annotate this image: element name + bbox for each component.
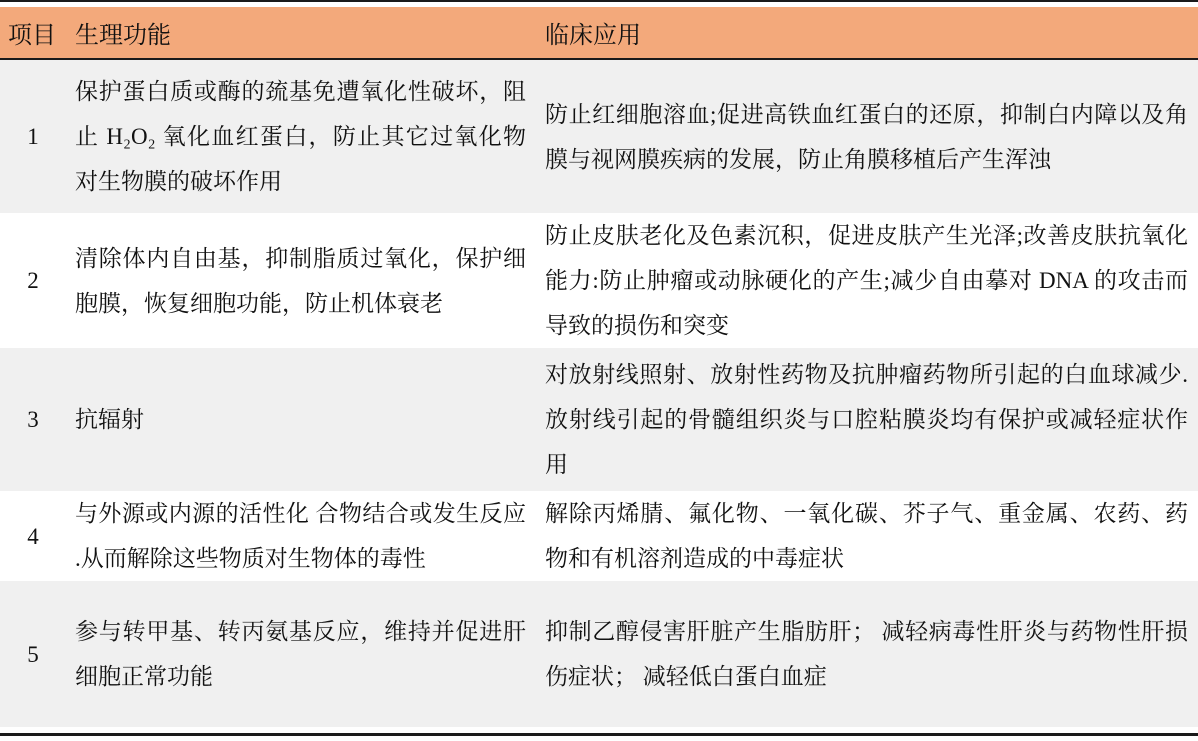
physiological-function-cell: 参与转甲基、转丙氨基反应，维持并促进肝细胞正常功能 — [75, 619, 526, 689]
table-bottom-border — [0, 733, 1198, 736]
clinical-application-cell: 对放射线照射、放射性药物及抗肿瘤药物所引起的白血球减少. 放射线引起的骨髓组织炎与口腔粘膜炎均有保护或减轻症状作用 — [545, 362, 1188, 477]
row-number: 3 — [27, 407, 39, 432]
clinical-application-cell: 防止红细胞溶血;促进高铁血红蛋白的还原，抑制白内障以及角膜与视网膜疾病的发展，防止角膜移植后产生浑浊 — [545, 101, 1188, 172]
column-header-physiological-function: 生理功能 — [75, 23, 171, 49]
table-row — [0, 213, 1198, 348]
physiological-function-cell: 清除体内自由基，抑制脂质过氧化，保护细胞膜，恢复细胞功能，防止机体衰老 — [75, 245, 526, 316]
column-header-clinical-application: 临床应用 — [545, 23, 641, 49]
row-number: 5 — [27, 641, 39, 667]
table-header-row — [0, 7, 1198, 58]
clinical-application-cell: 解除丙烯腈、氟化物、一氧化碳、芥子气、重金属、农药、药物和有机溶剂造成的中毒症状 — [545, 501, 1188, 571]
row-number: 2 — [27, 268, 39, 293]
column-header-item: 项目 — [8, 23, 56, 49]
physiological-function-cell: 保护蛋白质或酶的巯基免遭氧化性破坏，阻止 H₂O₂ 氧化血红蛋白，防止其它过氧化物对生物膜的破坏作用 — [75, 79, 526, 194]
row-number: 4 — [27, 523, 39, 549]
table-row — [0, 581, 1198, 727]
table-row — [0, 348, 1198, 491]
clinical-application-cell: 抑制乙醇侵害肝脏产生脂肪肝； 减轻病毒性肝炎与药物性肝损伤症状； 减轻低白蛋白血症 — [545, 619, 1188, 689]
table-row — [0, 491, 1198, 581]
table-top-border — [0, 0, 1198, 2]
table-row — [0, 60, 1198, 213]
physiological-function-cell: 与外源或内源的活性化 合物结合或发生反应 .从而解除这些物质对生物体的毒性 — [75, 501, 526, 571]
table-body — [0, 60, 1198, 727]
physiological-function-cell: 抗辐射 — [75, 407, 144, 432]
row-number: 1 — [27, 124, 39, 149]
clinical-application-cell: 防止皮肤老化及色素沉积，促进皮肤产生光泽;改善皮肤抗氧化能力:防止肿瘤或动脉硬化的产生;减少自由摹对 DNA 的攻击而导致的损伤和突变 — [545, 223, 1188, 338]
